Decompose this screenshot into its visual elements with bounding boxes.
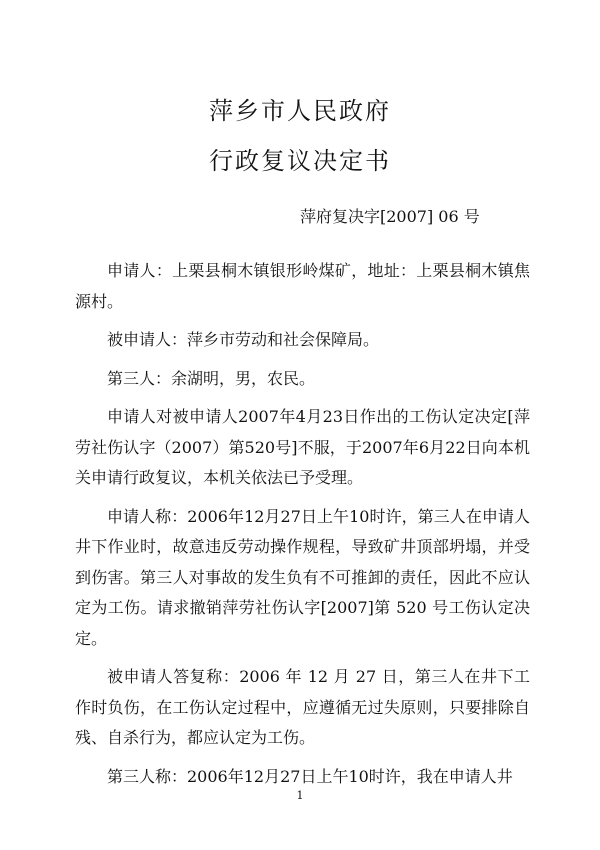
document-body — [75, 256, 530, 800]
paragraph-third-party: 第三人：余湖明，男，农民。 — [107, 368, 316, 388]
paragraph-third-party-statement: 第三人称：2006年12月27日上午10时许，我在申请人井 — [107, 766, 513, 786]
paragraph-applicant: 申请人：上栗县桐木镇银形岭煤矿，地址：上栗县桐木镇焦源村。 — [75, 261, 530, 311]
document-number: 萍府复决字[2007] 06 号 — [300, 207, 480, 226]
paragraph-case-intro: 申请人对被申请人2007年4月23日作出的工伤认定决定[萍劳社伤认字（2007）第520号]不服，于2007年6月22日向本机关申请行政复议，本机关依法已予受理。 — [75, 407, 530, 487]
paragraph-applicant-claim: 申请人称：2006年12月27日上午10时许，第三人在申请人井下作业时，故意违反劳动操作规程，导致矿井顶部坍塌，并受到伤害。第三人对事故的发生负有不可推卸的责任，因此不应认定为工伤。请求撤销萍劳社伤认字[2007]第 520 号工伤认定决定。 — [75, 506, 530, 648]
paragraph-respondent-reply: 被申请人答复称：2006 年 12 月 27 日，第三人在井下工作时负伤，在工伤认定过程中，应遵循无过失原则，只要排除自残、自杀行为，都应认定为工伤。 — [75, 667, 530, 747]
paragraph-respondent: 被申请人：萍乡市劳动和社会保障局。 — [107, 330, 380, 349]
page-number: 1 — [296, 789, 304, 802]
document-title-line2: 行政复议决定书 — [209, 147, 391, 175]
document-title-line1: 萍乡市人民政府 — [209, 97, 391, 125]
